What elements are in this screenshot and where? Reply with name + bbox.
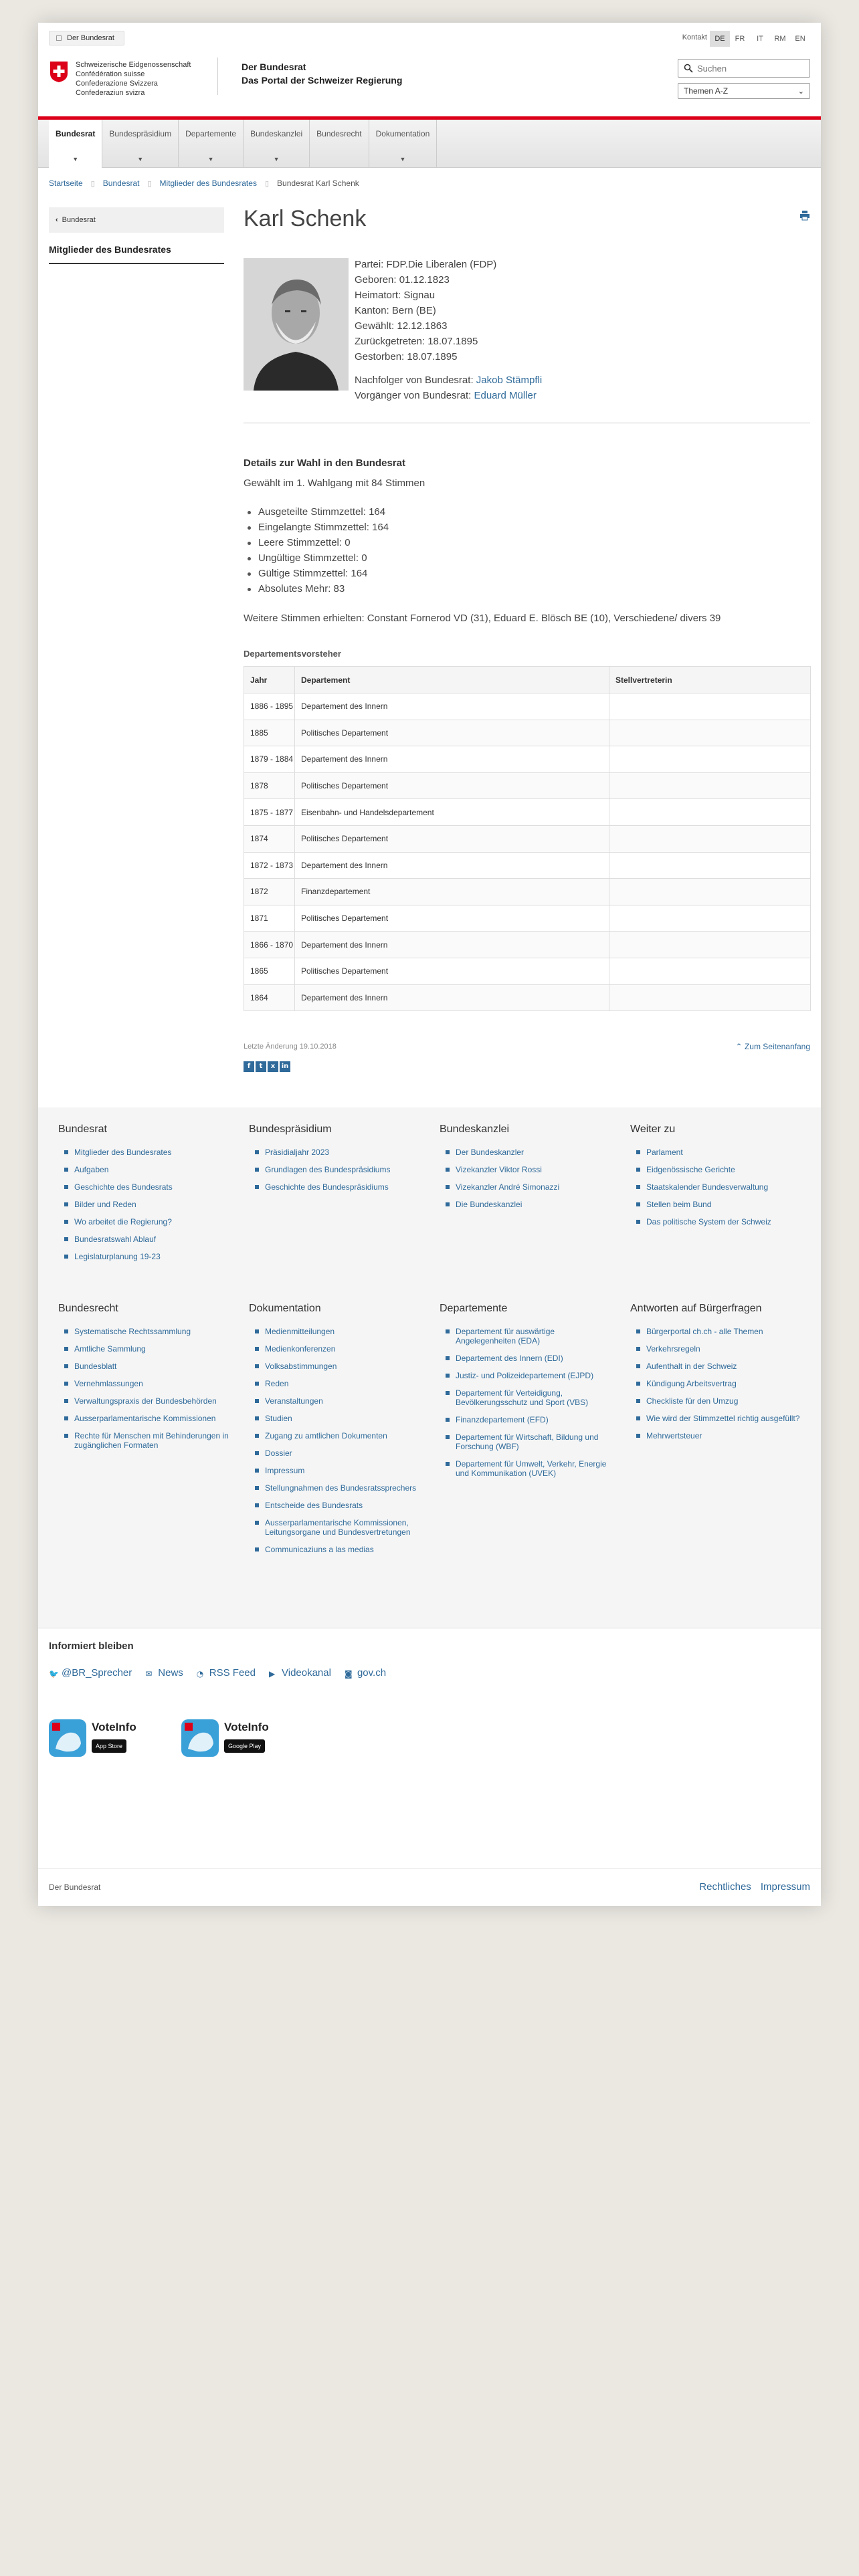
social-govch[interactable]: ◙ gov.ch xyxy=(344,1667,387,1679)
breadcrumb-separator: ▯ xyxy=(264,179,270,188)
predecessor-link[interactable]: Eduard Müller xyxy=(474,390,537,401)
table-row: 1886 - 1895 Departement des Innern xyxy=(244,693,811,720)
nav-bundesrat[interactable]: Bundesrat ▼ xyxy=(49,120,102,168)
logo-link[interactable] xyxy=(49,60,216,104)
footer-link[interactable]: Studien xyxy=(249,1414,423,1423)
themes-select[interactable]: Themen A-Z ⌄ xyxy=(678,83,810,99)
page xyxy=(38,23,821,1906)
table-row: 1875 - 1877 Eisenbahn- und Handelsdepartement xyxy=(244,799,811,826)
footer-link[interactable]: Mitglieder des Bundesrates xyxy=(58,1148,232,1157)
nav-dokumentation[interactable]: Dokumentation ▼ xyxy=(369,120,438,168)
twitter-icon: 🐦 xyxy=(49,1669,59,1679)
list-item: Eingelangte Stimmzettel: 164 xyxy=(244,520,389,535)
portal-title: Der Bundesrat Das Portal der Schweizer Regierung xyxy=(242,62,403,86)
footer-link[interactable]: Dossier xyxy=(249,1448,423,1458)
footer-link[interactable]: Eidgenössische Gerichte xyxy=(630,1165,804,1174)
info-party: Partei: FDP.Die Liberalen (FDP) xyxy=(355,259,497,270)
footer-link[interactable]: Aufenthalt in der Schweiz xyxy=(630,1362,804,1371)
bottom-bar xyxy=(38,1868,821,1906)
footer-col-bundeskanzlei: Bundeskanzlei Der Bundeskanzler Vizekanzler Viktor Rossi Vizekanzler André Simonazzi Die Bundeskanzlei xyxy=(440,1123,613,1217)
info-origin: Heimatort: Signau xyxy=(355,290,436,301)
chevron-up-icon: ⌃ xyxy=(735,1042,745,1051)
caret-down-icon: ▼ xyxy=(273,156,280,163)
footer-col-buergerfragen: Antworten auf Bürgerfragen Bürgerportal ch.ch - alle Themen Verkehrsregeln Aufenthalt in der Schweiz Kündigung Arbeitsvertrag Checkliste für den Umzug Wie wird der Stimmzettel richtig ausgefüllt? Mehrwertsteuer xyxy=(630,1303,804,1448)
table-header: Jahr xyxy=(244,667,295,693)
impressum-link[interactable]: Impressum xyxy=(760,1881,810,1893)
apple-store-badge[interactable]: App Store xyxy=(92,1739,126,1753)
search-input[interactable] xyxy=(697,61,804,76)
footer-col-bundespraesidium: Bundespräsidium Präsidialjahr 2023 Grundlagen des Bundespräsidiums Geschichte des Bundespräsidiums xyxy=(249,1123,423,1200)
voteinfo-app-icon xyxy=(181,1719,219,1757)
mail-icon: ✉ xyxy=(145,1669,153,1679)
lang-rm[interactable]: RM xyxy=(774,35,786,43)
main-nav xyxy=(38,120,821,168)
top-bar xyxy=(49,31,810,45)
footer-link[interactable]: Volksabstimmungen xyxy=(249,1362,423,1371)
voteinfo-googleplay[interactable]: VoteInfo Google Play xyxy=(181,1719,288,1757)
footer-link[interactable]: Wie wird der Stimmzettel richtig ausgefüllt? xyxy=(630,1414,804,1423)
table-row: 1872 - 1873 Departement des Innern xyxy=(244,852,811,879)
info-elected: Gewählt: 12.12.1863 xyxy=(355,320,448,332)
caret-down-icon: ▼ xyxy=(207,156,214,163)
footer-link[interactable]: Reden xyxy=(249,1379,423,1388)
search-icon[interactable] xyxy=(684,64,693,73)
footer-link[interactable]: Das politische System der Schweiz xyxy=(630,1217,804,1226)
footer-link[interactable]: Impressum xyxy=(249,1466,423,1475)
video-icon: ▶ xyxy=(269,1669,276,1679)
lang-fr[interactable]: FR xyxy=(735,35,745,43)
footer-link[interactable]: Departement für Wirtschaft, Bildung und Forschung (WBF) xyxy=(440,1432,613,1451)
chevron-left-icon: ‹ xyxy=(56,216,58,224)
table-header: Stellvertreterin xyxy=(609,667,811,693)
footer-link[interactable]: Checkliste für den Umzug xyxy=(630,1396,804,1406)
brand-tag[interactable]: Der Bundesrat xyxy=(49,31,124,45)
list-item: Ausgeteilte Stimmzettel: 164 xyxy=(244,504,389,520)
page-title: Karl Schenk xyxy=(244,206,367,231)
footer-link[interactable]: Parlament xyxy=(630,1148,804,1157)
footer-link[interactable]: Grundlagen des Bundespräsidiums xyxy=(249,1165,423,1174)
footer-col-bundesrat: Bundesrat Mitglieder des Bundesrates Aufgaben Geschichte des Bundesrats Bilder und Reden Wo arbeitet die Regierung? Bundesratswahl Ablauf Legislaturplanung 19-23 xyxy=(58,1123,232,1269)
lang-it[interactable]: IT xyxy=(757,35,763,43)
footer-link[interactable]: Ausserparlamentarische Kommissionen, Leitungsorgane und Bundesvertretungen xyxy=(249,1518,423,1537)
footer-link[interactable]: Medienkonferenzen xyxy=(249,1344,423,1354)
voteinfo-appstore[interactable]: VoteInfo App Store xyxy=(49,1719,156,1757)
portrait-image xyxy=(244,258,349,391)
table-row: 1874 Politisches Departement xyxy=(244,825,811,852)
breadcrumb-mitglieder[interactable]: Mitglieder des Bundesrates xyxy=(159,179,257,188)
footer-link[interactable]: Kündigung Arbeitsvertrag xyxy=(630,1379,804,1388)
stay-informed: Informiert bleiben 🐦 @BR_Sprecher ✉ News ◔ RSS Feed ▶ Videokanal ◙ gov.ch VoteInfo App Store VoteInfo Google Play xyxy=(38,1628,821,1842)
footer-link[interactable]: Bundesblatt xyxy=(58,1362,232,1371)
caret-down-icon: ▼ xyxy=(137,156,144,163)
facebook-icon[interactable]: f xyxy=(244,1061,254,1072)
linkedin-icon[interactable]: in xyxy=(280,1061,290,1072)
twitter-icon[interactable]: t xyxy=(256,1061,266,1072)
footer-link[interactable]: Departement für Verteidigung, Bevölkerungsschutz und Sport (VBS) xyxy=(440,1388,613,1407)
footer-link[interactable]: Geschichte des Bundesrats xyxy=(58,1182,232,1192)
election-heading: Details zur Wahl in den Bundesrat xyxy=(244,457,405,469)
predecessor-line: Vorgänger von Bundesrat: Eduard Müller xyxy=(355,390,537,401)
info-canton: Kanton: Bern (BE) xyxy=(355,305,436,316)
footer-link[interactable]: Der Bundeskanzler xyxy=(440,1148,613,1157)
nav-bundesrecht[interactable]: Bundesrecht xyxy=(310,120,369,168)
footer-link[interactable]: Bürgerportal ch.ch - alle Themen xyxy=(630,1327,804,1336)
footer-link[interactable]: Wo arbeitet die Regierung? xyxy=(58,1217,232,1226)
footer-link[interactable]: Vernehmlassungen xyxy=(58,1379,232,1388)
table-row: 1872 Finanzdepartement xyxy=(244,879,811,905)
table-caption: Departementsvorsteher xyxy=(244,649,341,659)
xing-icon[interactable]: x xyxy=(268,1061,278,1072)
footer-link[interactable]: Systematische Rechtssammlung xyxy=(58,1327,232,1336)
camera-icon: ◙ xyxy=(344,1669,353,1679)
list-item: Ungültige Stimmzettel: 0 xyxy=(244,550,389,566)
footer-col-departemente: Departemente Departement für auswärtige Angelegenheiten (EDA) Departement des Innern (EDI) Justiz- und Polizeidepartement (EJPD) Departement für Verteidigung, Bevölkerungsschutz und Sport (VBS) Finanzdepartement (EFD) Departement für Wirtschaft, Bildung und Forschung (WBF) Departement für Umwelt, Verkehr, Energie und Kommunikation (UVEK) xyxy=(440,1303,613,1486)
caret-down-icon: ▼ xyxy=(399,156,406,163)
person-info xyxy=(355,257,542,403)
share-buttons xyxy=(244,1061,290,1072)
table-header: Departement xyxy=(295,667,609,693)
election-list xyxy=(244,504,389,597)
footer-links xyxy=(38,1107,821,1628)
to-top-link[interactable]: ⌃ Zum Seitenanfang xyxy=(735,1042,810,1051)
footer-link[interactable]: Mehrwertsteuer xyxy=(630,1431,804,1440)
footer-link[interactable]: Communicaziuns a las medias xyxy=(249,1545,423,1554)
footer-link[interactable]: Staatskalender Bundesverwaltung xyxy=(630,1182,804,1192)
footer-link[interactable]: Legislaturplanung 19-23 xyxy=(58,1252,232,1261)
footer-link[interactable]: Geschichte des Bundespräsidiums xyxy=(249,1182,423,1192)
footer-link[interactable]: Bilder und Reden xyxy=(58,1200,232,1209)
rechtliches-link[interactable]: Rechtliches xyxy=(699,1881,751,1893)
footer-link[interactable]: Zugang zu amtlichen Dokumenten xyxy=(249,1431,423,1440)
breadcrumb-startseite[interactable]: Startseite xyxy=(49,179,83,188)
footer-link[interactable]: Präsidialjahr 2023 xyxy=(249,1148,423,1157)
nav-departemente[interactable]: Departemente ▼ xyxy=(179,120,244,168)
footer-link[interactable]: Aufgaben xyxy=(58,1165,232,1174)
footer-col-weiter-zu: Weiter zu Parlament Eidgenössische Gerichte Staatskalender Bundesverwaltung Stellen beim Bund Das politische System der Schweiz xyxy=(630,1123,804,1235)
list-item: Leere Stimmzettel: 0 xyxy=(244,535,389,550)
chevron-down-icon: ⌄ xyxy=(797,88,804,96)
sidebar-title: Mitglieder des Bundesrates xyxy=(49,240,224,264)
footer-link[interactable]: Rechte für Menschen mit Behinderungen in zugänglichen Formaten xyxy=(58,1431,232,1450)
other-votes: Weitere Stimmen erhielten: Constant Fornerod VD (31), Eduard E. Blösch BE (10), Verschiedene/ divers 39 xyxy=(244,613,721,624)
footer-link[interactable]: Departement für auswärtige Angelegenheiten (EDA) xyxy=(440,1327,613,1346)
list-item: Absolutes Mehr: 83 xyxy=(244,581,389,597)
print-icon[interactable] xyxy=(799,210,810,221)
last-modified: Letzte Änderung 19.10.2018 xyxy=(244,1043,337,1051)
footer-col-bundesrecht: Bundesrecht Systematische Rechtssammlung Amtliche Sammlung Bundesblatt Vernehmlassungen Verwaltungspraxis der Bundesbehörden Ausserparlamentarische Kommissionen Rechte für Menschen mit Behinderungen in zugänglichen Formaten xyxy=(58,1303,232,1458)
footer-link[interactable]: Verwaltungspraxis der Bundesbehörden xyxy=(58,1396,232,1406)
table-row: 1878 Politisches Departement xyxy=(244,772,811,799)
breadcrumb-bundesrat[interactable]: Bundesrat xyxy=(102,179,140,188)
confederation-names: Schweizerische Eidgenossenschaft Confédération suisse Confederazione Svizzera Confederaziun svizra xyxy=(76,61,191,97)
table-row: 1871 Politisches Departement xyxy=(244,905,811,932)
voteinfo-app-icon xyxy=(49,1719,86,1757)
social-twitter[interactable]: 🐦 @BR_Sprecher xyxy=(49,1667,132,1679)
breadcrumb xyxy=(49,179,367,188)
search-box xyxy=(678,59,810,78)
table-row: 1885 Politisches Departement xyxy=(244,720,811,746)
caret-down-icon: ▼ xyxy=(72,156,79,163)
departments-table xyxy=(244,666,811,1011)
footer-link[interactable]: Justiz- und Polizeidepartement (EJPD) xyxy=(440,1371,613,1380)
footer-link[interactable]: Amtliche Sammlung xyxy=(58,1344,232,1354)
footer-link[interactable]: Entscheide des Bundesrats xyxy=(249,1501,423,1510)
breadcrumb-current: Bundesrat Karl Schenk xyxy=(277,179,359,188)
footer-link[interactable]: Finanzdepartement (EFD) xyxy=(440,1415,613,1424)
square-icon xyxy=(56,35,62,41)
swiss-flag-icon xyxy=(49,60,69,83)
footer-link[interactable]: Departement für Umwelt, Verkehr, Energie und Kommunikation (UVEK) xyxy=(440,1459,613,1478)
rss-icon: ◔ xyxy=(196,1669,204,1679)
footer-link[interactable]: Die Bundeskanzlei xyxy=(440,1200,613,1209)
table-row: 1879 - 1884 Departement des Innern xyxy=(244,746,811,773)
nav-bundeskanzlei[interactable]: Bundeskanzlei ▼ xyxy=(244,120,310,168)
footer-link[interactable]: Bundesratswahl Ablauf xyxy=(58,1235,232,1244)
footer-link[interactable]: Vizekanzler André Simonazzi xyxy=(440,1182,613,1192)
lang-en[interactable]: EN xyxy=(795,35,805,43)
bottom-brand: Der Bundesrat xyxy=(49,1883,101,1892)
table-row: 1864 Departement des Innern xyxy=(244,984,811,1011)
footer-link[interactable]: Medienmitteilungen xyxy=(249,1327,423,1336)
nav-bundespraesidium[interactable]: Bundespräsidium ▼ xyxy=(102,120,179,168)
sidebar-back-link[interactable]: ‹ Bundesrat xyxy=(49,207,224,233)
google-play-badge[interactable]: Google Play xyxy=(224,1739,265,1753)
footer-link[interactable]: Ausserparlamentarische Kommissionen xyxy=(58,1414,232,1423)
info-resigned: Zurückgetreten: 18.07.1895 xyxy=(355,336,478,347)
election-intro: Gewählt im 1. Wahlgang mit 84 Stimmen xyxy=(244,477,425,489)
footer-link[interactable]: Vizekanzler Viktor Rossi xyxy=(440,1165,613,1174)
successor-link[interactable]: Jakob Stämpfli xyxy=(476,374,543,386)
footer-col-dokumentation: Dokumentation Medienmitteilungen Medienkonferenzen Volksabstimmungen Reden Veranstaltungen Studien Zugang zu amtlichen Dokumenten Dossier Impressum Stellungnahmen des Bundesratssprechers Entscheide des Bundesrats Ausserparlamentarische Kommissionen, Leitungsorgane und Bundesvertretungen Communicaziuns a las medias xyxy=(249,1303,423,1562)
table-row: 1865 Politisches Departement xyxy=(244,958,811,984)
kontakt-link[interactable]: Kontakt xyxy=(682,33,707,41)
info-died: Gestorben: 18.07.1895 xyxy=(355,351,458,362)
social-video[interactable]: ▶ Videokanal xyxy=(269,1667,331,1679)
social-rss[interactable]: ◔ RSS Feed xyxy=(196,1667,256,1679)
social-news[interactable]: ✉ News xyxy=(145,1667,183,1679)
breadcrumb-separator: ▯ xyxy=(147,179,152,188)
footer-link[interactable]: Stellen beim Bund xyxy=(630,1200,804,1209)
info-born: Geboren: 01.12.1823 xyxy=(355,274,450,286)
footer-link[interactable]: Veranstaltungen xyxy=(249,1396,423,1406)
language-switcher xyxy=(710,31,810,47)
footer-link[interactable]: Stellungnahmen des Bundesratssprechers xyxy=(249,1483,423,1493)
successor-line: Nachfolger von Bundesrat: Jakob Stämpfli xyxy=(355,374,543,386)
table-row: 1866 - 1870 Departement des Innern xyxy=(244,932,811,958)
footer-link[interactable]: Departement des Innern (EDI) xyxy=(440,1354,613,1363)
list-item: Gültige Stimmzettel: 164 xyxy=(244,566,389,581)
lang-de[interactable]: DE xyxy=(710,31,730,47)
footer-link[interactable]: Verkehrsregeln xyxy=(630,1344,804,1354)
header-divider xyxy=(217,58,218,95)
breadcrumb-separator: ▯ xyxy=(90,179,95,188)
